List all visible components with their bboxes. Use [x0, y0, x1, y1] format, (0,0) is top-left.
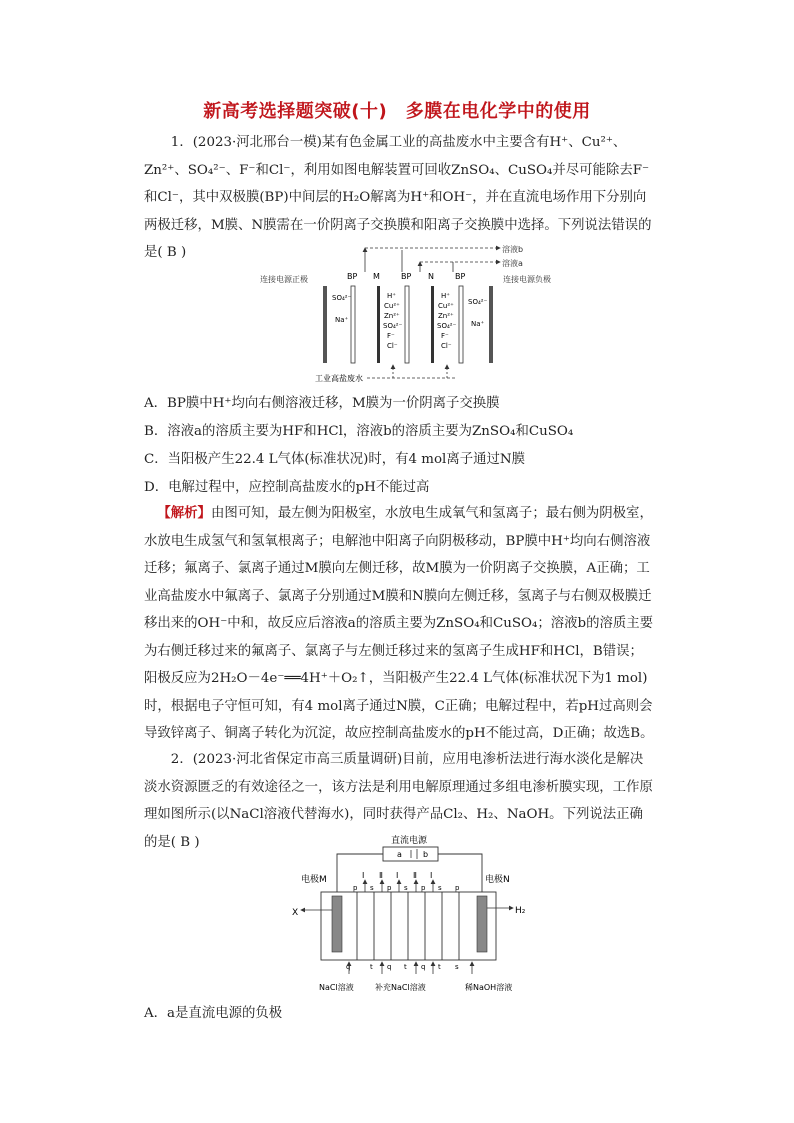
- middle-ions-left: [383, 292, 403, 350]
- svg-text:t: t: [438, 963, 441, 971]
- svg-text:F⁻: F⁻: [441, 332, 449, 340]
- left-ion: Na⁺: [335, 316, 349, 324]
- svg-text:SO₄²⁻: SO₄²⁻: [383, 322, 403, 330]
- svg-text:s: s: [438, 884, 442, 892]
- svg-text:Cu²⁺: Cu²⁺: [438, 302, 454, 310]
- svg-text:N: N: [428, 272, 434, 281]
- figure-2-electrodialysis-diagram: [287, 832, 547, 997]
- left-ion: SO₄²⁻: [332, 294, 352, 302]
- analysis-text: 由图可知，最左侧为阳极室，水放电生成氧气和氢离子；最右侧为阴极室，水放电生成氢气和氢氧根离子；电解池中阳离子向阴极移动，BP膜中H⁺均向右侧溶液迁移；氟离子、氯离子通过M膜向左侧迁移，故M膜为一价阴离子交换膜，A正确；工业高盐废水中氟离子、氯离子分别通过M膜和N膜向左侧迁移，氢离子与右侧双极膜迁移出来的OH⁻中和，故反应后溶液a的溶质主要为ZnSO₄和CuSO₄；溶液b的溶质主要为右侧迁移过来的氟离子、氯离子与左侧迁移过来的氢离子生成HF和HCl，B错误；阳极反应为2H₂O－4e⁻══4H⁺＋O₂↑，当阳极产生22.4 L气体(标准状况下为1 mol)时，根据电子守恒可知，有4 mol离子通过N膜，C正确；电解过程中，若pH过高则会导致锌离子、铜离子转化为沉淀，故应控制高盐废水的pH不能过高，D正确；故选B。: [144, 506, 654, 741]
- outlet-h2-label: H₂: [515, 906, 526, 916]
- svg-text:p: p: [353, 884, 358, 892]
- svg-text:H⁺: H⁺: [441, 292, 450, 300]
- middle-ions-right: [437, 292, 457, 350]
- svg-text:p: p: [387, 884, 392, 892]
- membrane-top-labels: [353, 884, 460, 892]
- svg-text:Zn²⁺: Zn²⁺: [384, 312, 400, 320]
- inlet-naoh-label: 稀NaOH溶液: [465, 983, 513, 992]
- inlet-supplement-label: 补充NaCl溶液: [375, 983, 426, 992]
- cell-tank: [321, 892, 496, 960]
- terminal-a: a: [397, 850, 402, 859]
- membrane-bottom-labels: [346, 963, 459, 971]
- analysis-tag: 【解析】: [157, 505, 211, 521]
- svg-text:BP: BP: [455, 272, 466, 281]
- q1-option-a: A．BP膜中H⁺均向右侧溶液迁移，M膜为一价阴离子交换膜: [144, 396, 500, 411]
- svg-text:s: s: [370, 884, 374, 892]
- svg-text:q: q: [421, 963, 426, 971]
- svg-text:Ⅱ: Ⅱ: [413, 871, 417, 880]
- q1-analysis: [144, 500, 654, 748]
- question-1-stem: 1．(2023·河北邢台一模)某有色金属工业的高盐废水中主要含有H⁺、Cu²⁺、Zn²⁺、SO₄²⁻、F⁻和Cl⁻，利用如图电解装置可回收ZnSO₄、CuSO₄并尽可能除去F⁻和Cl⁻，其中双极膜(BP)中间层的H₂O解离为H⁺和OH⁻，并在直流电场作用下分别向两极迁移，M膜、N膜需在一价阴离子交换膜和阳离子交换膜中选择。下列说法错误的是( B ): [144, 135, 652, 260]
- svg-text:Ⅰ: Ⅰ: [430, 871, 433, 880]
- svg-text:Cu²⁺: Cu²⁺: [384, 302, 400, 310]
- svg-text:p: p: [421, 884, 426, 892]
- terminal-b: b: [423, 850, 429, 859]
- svg-text:Ⅰ: Ⅰ: [396, 871, 399, 880]
- membrane-m: [373, 272, 380, 363]
- right-ion: Na⁺: [471, 320, 485, 328]
- room-labels: [362, 871, 432, 880]
- outlet-x-label: X: [292, 908, 299, 918]
- svg-text:SO₄²⁻: SO₄²⁻: [437, 322, 457, 330]
- membrane-bp-2: [401, 272, 411, 363]
- right-ion: SO₄²⁻: [468, 298, 488, 306]
- svg-text:Cl⁻: Cl⁻: [441, 342, 452, 350]
- svg-text:s: s: [455, 963, 459, 971]
- q1-option-d: D．电解过程中，应控制高盐废水的pH不能过高: [144, 480, 430, 495]
- electrode-n-label: 电极N: [485, 875, 510, 885]
- svg-text:M: M: [373, 272, 380, 281]
- inlet-nacl-label: NaCl溶液: [319, 983, 354, 992]
- svg-text:Zn²⁺: Zn²⁺: [438, 312, 454, 320]
- svg-text:F⁻: F⁻: [387, 332, 395, 340]
- svg-text:s: s: [404, 884, 408, 892]
- question-2-stem: 2．(2023·河北省保定市高三质量调研)目前，应用电渗析法进行海水淡化是解决淡水资源匮乏的有效途径之一，该方法是利用电解原理通过多组电渗析膜实现，工作原理如图所示(以NaCl溶液代替海水)，同时获得产品Cl₂、H₂、NaOH。下列说法正确的是( B ): [144, 752, 653, 850]
- wastewater-label: 工业高盐废水: [315, 374, 363, 383]
- svg-text:p: p: [455, 884, 460, 892]
- cathode-connection-label: 连接电源负极: [503, 275, 551, 284]
- solution-a-label: 溶液a: [502, 259, 523, 268]
- svg-text:H⁺: H⁺: [387, 292, 396, 300]
- page-title: 新高考选择题突破(十) 多膜在电化学中的使用: [203, 101, 591, 122]
- solution-b-label: 溶液b: [502, 245, 524, 254]
- svg-text:Ⅱ: Ⅱ: [379, 871, 383, 880]
- membrane-bp-3: [455, 272, 465, 363]
- q1-option-c: C．当阳极产生22.4 L气体(标准状况)时，有4 mol离子通过N膜: [144, 452, 526, 467]
- power-supply-box: [383, 847, 438, 861]
- svg-text:BP: BP: [401, 272, 412, 281]
- svg-text:t: t: [370, 963, 373, 971]
- q2-option-a: A．a是直流电源的负极: [144, 1006, 283, 1021]
- electrode-n: [477, 896, 487, 952]
- figure-1-electrolysis-diagram: [255, 242, 555, 387]
- svg-text:t: t: [404, 963, 407, 971]
- svg-text:BP: BP: [347, 272, 358, 281]
- electrode-m: [332, 896, 342, 952]
- q1-option-b: B．溶液a的溶质主要为HF和HCl，溶液b的溶质主要为ZnSO₄和CuSO₄: [144, 424, 574, 439]
- membrane-bp-1: [347, 272, 357, 363]
- svg-text:q: q: [346, 963, 351, 971]
- electrode-m-label: 电极M: [301, 875, 327, 885]
- anode-connection-label: 连接电源正极: [260, 275, 308, 284]
- power-label: 直流电源: [391, 836, 428, 846]
- membrane-n: [428, 272, 434, 363]
- svg-text:Ⅰ: Ⅰ: [362, 871, 365, 880]
- svg-text:q: q: [387, 963, 392, 971]
- svg-text:Cl⁻: Cl⁻: [387, 342, 398, 350]
